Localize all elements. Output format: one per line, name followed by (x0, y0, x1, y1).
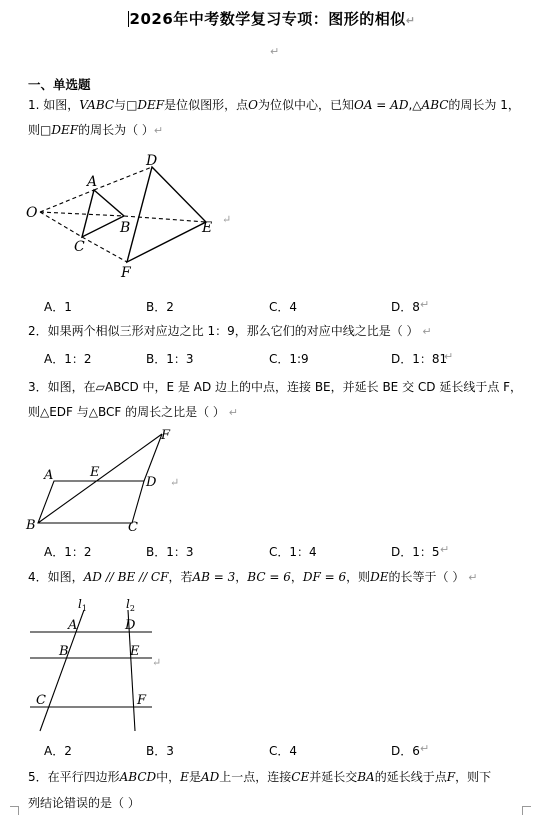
label-e: E (90, 465, 100, 480)
label-d: D (146, 475, 157, 490)
question-3-line-1: 3．如图，在▱ABCD 中，E 是 AD 边上的中点，连接 BE，并延长 BE 交 CD 延长线于点 F， (28, 380, 523, 394)
label-f: F (121, 265, 131, 280)
dashed-line-ob (40, 212, 124, 216)
dashed-line-be (124, 216, 206, 222)
option-c[interactable]: C．4 (269, 744, 298, 758)
dashed-line-cf (82, 237, 127, 262)
option-a[interactable]: A．1 (44, 300, 72, 314)
label-d: D (125, 618, 136, 633)
option-d[interactable]: D．6 (391, 744, 420, 758)
label-a: A (87, 174, 98, 190)
option-b[interactable]: B．1：3 (146, 545, 194, 559)
dashed-line-ad (94, 167, 152, 190)
question-1-line-2: 则□DEF的周长为（ ）↵ (28, 123, 164, 137)
paragraph-mark-icon: ↵ (152, 656, 162, 669)
question-2: 2．如果两个相似三形对应边之比 1：9，那么它们的对应中线之比是（ ） ↵ (28, 324, 432, 338)
question-3-options (44, 543, 514, 561)
paragraph-mark-icon: ↵ (222, 213, 232, 226)
question-4-options (44, 742, 514, 760)
label-e: E (130, 644, 140, 659)
option-d[interactable]: D．1：81 (391, 352, 448, 366)
paragraph-mark-icon: ↵ (405, 14, 416, 27)
label-o: O (26, 205, 38, 221)
paragraph-mark-icon: ↵ (170, 476, 180, 489)
label-e: E (202, 220, 213, 236)
option-d[interactable]: D．1：5 (391, 545, 440, 559)
label-c: C (74, 239, 85, 255)
label-b: B (26, 518, 36, 533)
label-a: A (44, 468, 54, 483)
option-b[interactable]: B．3 (146, 744, 174, 758)
option-c[interactable]: C．4 (269, 300, 298, 314)
label-b: B (120, 220, 131, 236)
option-c[interactable]: C．1：4 (269, 545, 317, 559)
paragraph-mark-icon: ↵ (444, 350, 454, 363)
option-a[interactable]: A．1：2 (44, 352, 92, 366)
question-1-line-1: 1. 如图，VABC与□DEF是位似图形，点O为位似中心，已知OA = AD,△ABC的周长为 1， (28, 98, 520, 112)
paragraph-mark-icon: ↵ (228, 406, 238, 419)
dashed-line-oc (40, 212, 82, 237)
question-1-figure (24, 150, 244, 280)
question-5-line-1: 5．在平行四边形ABCD中，E是AD上一点，连接CE并延长交BA的延长线于点F，则下 (28, 770, 492, 784)
line-l1 (40, 610, 84, 731)
paragraph-mark-icon: ↵ (153, 124, 164, 137)
question-4-figure (22, 596, 167, 734)
paragraph-mark-icon: ↵ (422, 325, 432, 338)
label-d: D (146, 153, 158, 169)
parallelogram-abcd (38, 481, 144, 523)
paragraph-mark-icon: ↵ (468, 571, 478, 584)
page-corner-mark (522, 806, 531, 815)
question-4: 4．如图，AD // BE // CF，若AB = 3，BC = 6，DF = 6，则DE的长等于（ ） ↵ (28, 570, 478, 584)
paragraph-mark-icon: ↵ (420, 298, 430, 311)
triangle-def (127, 167, 206, 262)
option-b[interactable]: B．1：3 (146, 352, 194, 366)
title-text: 2026年中考数学复习专项：图形的相似 (129, 10, 406, 28)
label-c: C (128, 520, 138, 535)
label-a: A (68, 618, 78, 633)
triangle-abc (82, 190, 124, 237)
label-l2: $l_2$ (126, 597, 135, 613)
paragraph-mark-icon: ↵ (270, 45, 280, 58)
question-3-line-2: 则△EDF 与△BCF 的周长之比是（ ） ↵ (28, 405, 238, 419)
label-l1: $l_1$ (78, 597, 87, 613)
document-title (0, 8, 543, 29)
option-a[interactable]: A．2 (44, 744, 72, 758)
dashed-line-oa (40, 190, 94, 212)
question-1-options (44, 298, 514, 316)
question-3-figure (22, 426, 192, 536)
label-f: F (137, 693, 147, 708)
text-cursor (128, 11, 129, 27)
label-c: C (36, 693, 46, 708)
paragraph-mark-icon: ↵ (440, 543, 450, 556)
option-b[interactable]: B．2 (146, 300, 174, 314)
page-corner-mark (10, 806, 19, 815)
question-5-line-2: 列结论错误的是（ ） (28, 796, 140, 810)
label-f: F (161, 428, 171, 443)
option-a[interactable]: A．1：2 (44, 545, 92, 559)
option-c[interactable]: C．1:9 (269, 352, 309, 366)
paragraph-mark-icon: ↵ (420, 742, 430, 755)
label-b: B (59, 644, 69, 659)
line-bf (38, 434, 162, 523)
option-d[interactable]: D．8 (391, 300, 420, 314)
question-2-options (44, 350, 514, 368)
section-heading: 一、单选题 (28, 77, 91, 92)
